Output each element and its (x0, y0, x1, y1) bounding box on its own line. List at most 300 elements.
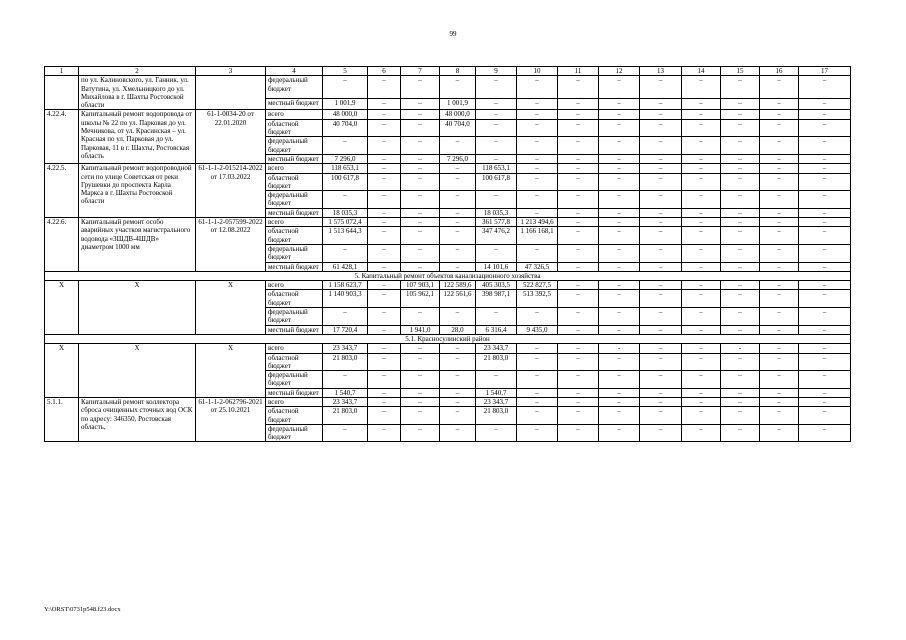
amount-cell: – (599, 290, 640, 308)
amount-cell: – (760, 325, 799, 334)
amount-cell: 18 035,3 (323, 208, 368, 217)
object-name: Капитальный ремонт водопроводной сети по улице Советская от реки Грушевки до проспекта Карла Маркса в г. Шахты Ростовской области (79, 164, 196, 218)
amount-cell: – (599, 137, 640, 155)
amount-cell: 100 617,8 (476, 173, 517, 191)
amount-cell: – (368, 371, 401, 389)
amount-cell: – (440, 244, 476, 262)
amount-cell: – (599, 281, 640, 290)
expertise-document: 61-1-1-2-062796-2021 от 25.10.2021 (196, 397, 266, 441)
amount-cell: – (440, 397, 476, 406)
amount-cell: – (799, 227, 851, 245)
x-mark: Х (79, 344, 196, 398)
amount-cell: – (440, 424, 476, 442)
amount-cell: 1 575 072,4 (323, 218, 368, 227)
column-number: 10 (517, 67, 558, 76)
amount-cell: – (682, 290, 721, 308)
amount-cell: – (368, 262, 401, 271)
amount-cell: – (558, 98, 599, 110)
amount-cell: – (440, 262, 476, 271)
amount-cell: – (323, 76, 368, 98)
amount-cell: – (401, 119, 440, 137)
amount-cell: – (476, 424, 517, 442)
amount-cell: 21 803,0 (476, 353, 517, 371)
amount-cell: – (517, 98, 558, 110)
amount-cell: 48 000,0 (323, 110, 368, 119)
amount-cell: – (401, 110, 440, 119)
amount-cell: – (682, 371, 721, 389)
amount-cell: – (440, 407, 476, 425)
amount-cell: 118 653,1 (323, 164, 368, 173)
amount-cell: 40 704,0 (323, 119, 368, 137)
amount-cell: – (517, 154, 558, 163)
amount-cell: – (799, 137, 851, 155)
amount-cell: – (721, 191, 760, 209)
amount-cell: – (799, 164, 851, 173)
amount-cell: – (440, 388, 476, 397)
funding-source: федеральный бюджет (266, 244, 323, 262)
section-title-5-1: 5.1. Красносулинский район (45, 334, 851, 343)
amount-cell: 48 000,0 (440, 110, 476, 119)
column-number: 8 (440, 67, 476, 76)
amount-cell: – (517, 191, 558, 209)
amount-cell: – (558, 353, 599, 371)
amount-cell: – (799, 244, 851, 262)
amount-cell: – (721, 388, 760, 397)
column-number: 12 (599, 67, 640, 76)
amount-cell: – (721, 227, 760, 245)
amount-cell: – (476, 308, 517, 326)
amount-cell: 122 589,6 (440, 281, 476, 290)
amount-cell: – (517, 308, 558, 326)
amount-cell: – (558, 388, 599, 397)
amount-cell: – (476, 244, 517, 262)
amount-cell: – (640, 119, 682, 137)
amount-cell: – (640, 281, 682, 290)
amount-cell: – (721, 281, 760, 290)
amount-cell: – (517, 371, 558, 389)
amount-cell: – (558, 164, 599, 173)
amount-cell: – (640, 262, 682, 271)
column-number: 9 (476, 67, 517, 76)
amount-cell: – (599, 325, 640, 334)
amount-cell: 7 296,0 (323, 154, 368, 163)
amount-cell: – (401, 76, 440, 98)
amount-cell: – (401, 164, 440, 173)
amount-cell: 118 653,1 (476, 164, 517, 173)
amount-cell: – (760, 388, 799, 397)
object-name: Капитальный ремонт водопровода от школы № 22 по ул. Парковая до ул. Мечникова, от ул. Красинская – ул. Красная по ул. Парковая до ул. Парковая, 11 в г. Шахты, Ростовская область (79, 110, 196, 164)
funding-source: федеральный бюджет (266, 191, 323, 209)
amount-cell: – (558, 407, 599, 425)
amount-cell: – (760, 371, 799, 389)
amount-cell: – (682, 76, 721, 98)
column-number: 3 (196, 67, 266, 76)
amount-cell: – (682, 137, 721, 155)
amount-cell: – (599, 308, 640, 326)
table-row (45, 344, 851, 353)
amount-cell: – (323, 191, 368, 209)
amount-cell: – (721, 110, 760, 119)
amount-cell: – (440, 344, 476, 353)
table-row (45, 110, 851, 119)
amount-cell: 347 476,2 (476, 227, 517, 245)
amount-cell: – (517, 397, 558, 406)
amount-cell: – (476, 191, 517, 209)
object-name: Капитальный ремонт особо аварийных участков магистрального водовода «ЗШДВ-4ШДВ» диаметром 1000 мм (79, 218, 196, 272)
amount-cell: – (760, 290, 799, 308)
amount-cell: – (640, 137, 682, 155)
amount-cell: – (640, 424, 682, 442)
amount-cell: 47 326,5 (517, 262, 558, 271)
amount-cell: – (368, 98, 401, 110)
amount-cell: 18 035,3 (476, 208, 517, 217)
section-title-5: 5. Капитальный ремонт объектов канализационного хозяйства (45, 271, 851, 280)
amount-cell: – (760, 208, 799, 217)
x-mark: Х (45, 344, 79, 398)
amount-cell: – (760, 119, 799, 137)
amount-cell: – (401, 227, 440, 245)
funding-source: всего (266, 397, 323, 406)
amount-cell: – (401, 344, 440, 353)
amount-cell: – (640, 371, 682, 389)
amount-cell: – (682, 227, 721, 245)
object-name: по ул. Калиновского, ул. Ганник, ул. Ватутина, ул. Хмельницкого до ул. Михайлова в г. Шахты Ростовской области (79, 76, 196, 110)
column-number: 1 (45, 67, 79, 76)
header-row (45, 67, 851, 76)
amount-cell: – (640, 191, 682, 209)
funding-source: федеральный бюджет (266, 76, 323, 98)
amount-cell: – (558, 290, 599, 308)
amount-cell: – (721, 371, 760, 389)
amount-cell: – (368, 244, 401, 262)
amount-cell: – (368, 218, 401, 227)
funding-source: местный бюджет (266, 325, 323, 334)
amount-cell: – (440, 218, 476, 227)
amount-cell: – (682, 353, 721, 371)
item-number: 4.22.6. (45, 218, 79, 272)
amount-cell: – (558, 262, 599, 271)
amount-cell: – (682, 119, 721, 137)
amount-cell: – (599, 262, 640, 271)
amount-cell: – (476, 76, 517, 98)
amount-cell: – (721, 325, 760, 334)
amount-cell: – (323, 137, 368, 155)
amount-cell: 107 903,1 (401, 281, 440, 290)
amount-cell: 1 001,9 (440, 98, 476, 110)
amount-cell: – (721, 262, 760, 271)
amount-cell: – (440, 164, 476, 173)
amount-cell: – (760, 173, 799, 191)
amount-cell: – (323, 371, 368, 389)
amount-cell: – (640, 388, 682, 397)
amount-cell: – (760, 191, 799, 209)
amount-cell: – (640, 76, 682, 98)
amount-cell: 1 513 644,3 (323, 227, 368, 245)
amount-cell: – (640, 344, 682, 353)
amount-cell: – (760, 154, 799, 163)
funding-source: местный бюджет (266, 208, 323, 217)
amount-cell: 28,0 (440, 325, 476, 334)
amount-cell: – (401, 137, 440, 155)
amount-cell: – (401, 371, 440, 389)
amount-cell: – (558, 137, 599, 155)
amount-cell: – (401, 244, 440, 262)
object-name: Капитальный ремонт коллектора сброса очищенных сточных вод ОСК по адресу: 346350, Ростовская область, (79, 397, 196, 441)
amount-cell: 122 561,6 (440, 290, 476, 308)
amount-cell: – (682, 173, 721, 191)
amount-cell: – (476, 371, 517, 389)
amount-cell: – (721, 173, 760, 191)
amount-cell: 1 140 903,3 (323, 290, 368, 308)
amount-cell: – (558, 119, 599, 137)
amount-cell: 7 296,0 (440, 154, 476, 163)
amount-cell: – (640, 98, 682, 110)
amount-cell: – (368, 281, 401, 290)
amount-cell: – (440, 191, 476, 209)
amount-cell: 361 577,8 (476, 218, 517, 227)
funding-source: всего (266, 218, 323, 227)
amount-cell: – (440, 76, 476, 98)
amount-cell: – (599, 227, 640, 245)
amount-cell: – (682, 218, 721, 227)
amount-cell: – (799, 290, 851, 308)
amount-cell: – (368, 353, 401, 371)
amount-cell: – (721, 154, 760, 163)
amount-cell: – (799, 208, 851, 217)
amount-cell: – (401, 353, 440, 371)
column-number: 13 (640, 67, 682, 76)
amount-cell: – (760, 110, 799, 119)
amount-cell: – (517, 208, 558, 217)
amount-cell: 100 617,8 (323, 173, 368, 191)
amount-cell: – (558, 281, 599, 290)
amount-cell: 61 428,1 (323, 262, 368, 271)
amount-cell: – (799, 344, 851, 353)
funding-source: федеральный бюджет (266, 371, 323, 389)
amount-cell: – (682, 281, 721, 290)
amount-cell: – (682, 397, 721, 406)
amount-cell: – (401, 308, 440, 326)
amount-cell: – (799, 98, 851, 110)
amount-cell: – (517, 137, 558, 155)
amount-cell: 513 392,5 (517, 290, 558, 308)
amount-cell: – (640, 110, 682, 119)
amount-cell: – (558, 325, 599, 334)
amount-cell: 1 158 623,7 (323, 281, 368, 290)
funding-source: федеральный бюджет (266, 308, 323, 326)
amount-cell: – (599, 98, 640, 110)
expertise-document (196, 76, 266, 110)
table-row (45, 218, 851, 227)
item-number: 4.22.5. (45, 164, 79, 218)
amount-cell: – (401, 154, 440, 163)
amount-cell: – (682, 154, 721, 163)
amount-cell: – (799, 353, 851, 371)
amount-cell: - (599, 344, 640, 353)
section-row (45, 271, 851, 280)
x-mark: Х (196, 281, 266, 335)
amount-cell: – (558, 218, 599, 227)
amount-cell: – (558, 371, 599, 389)
amount-cell: – (721, 164, 760, 173)
amount-cell: – (721, 308, 760, 326)
amount-cell: – (799, 281, 851, 290)
expertise-document: 61-1-1-2-015214-2022 от 17.03.2022 (196, 164, 266, 218)
funding-source: всего (266, 281, 323, 290)
column-number: 6 (368, 67, 401, 76)
item-number: 4.22.4. (45, 110, 79, 164)
amount-cell: – (721, 208, 760, 217)
amount-cell: 23 343,7 (476, 397, 517, 406)
amount-cell: – (682, 262, 721, 271)
amount-cell: – (368, 154, 401, 163)
column-number: 11 (558, 67, 599, 76)
amount-cell: – (368, 397, 401, 406)
amount-cell: – (558, 110, 599, 119)
table-row (45, 397, 851, 406)
amount-cell: – (799, 191, 851, 209)
amount-cell: – (721, 407, 760, 425)
amount-cell: – (760, 344, 799, 353)
column-number: 14 (682, 67, 721, 76)
amount-cell: – (440, 208, 476, 217)
amount-cell: – (760, 407, 799, 425)
amount-cell: – (760, 244, 799, 262)
amount-cell: – (558, 154, 599, 163)
table-row (45, 281, 851, 290)
amount-cell: – (760, 397, 799, 406)
amount-cell: – (517, 164, 558, 173)
amount-cell: 522 827,5 (517, 281, 558, 290)
amount-cell: – (323, 424, 368, 442)
amount-cell: 1 001,9 (323, 98, 368, 110)
amount-cell: – (599, 119, 640, 137)
amount-cell: – (640, 154, 682, 163)
amount-cell: – (799, 76, 851, 98)
amount-cell: – (640, 208, 682, 217)
amount-cell: – (517, 76, 558, 98)
funding-source: областной бюджет (266, 119, 323, 137)
amount-cell: – (799, 325, 851, 334)
amount-cell: 9 435,0 (517, 325, 558, 334)
amount-cell: – (558, 208, 599, 217)
amount-cell: – (682, 244, 721, 262)
page-number: 99 (449, 30, 457, 38)
amount-cell: – (476, 137, 517, 155)
amount-cell: – (760, 424, 799, 442)
amount-cell: – (682, 344, 721, 353)
amount-cell: – (401, 191, 440, 209)
amount-cell: – (682, 325, 721, 334)
amount-cell: – (682, 208, 721, 217)
budget-table (44, 66, 851, 442)
expertise-document: 61-1-0034-20 от 22.01.2020 (196, 110, 266, 164)
amount-cell: – (599, 397, 640, 406)
amount-cell: – (558, 424, 599, 442)
amount-cell: – (682, 191, 721, 209)
section-row (45, 334, 851, 343)
amount-cell: – (599, 110, 640, 119)
amount-cell: – (799, 262, 851, 271)
amount-cell: – (558, 191, 599, 209)
amount-cell: – (799, 218, 851, 227)
amount-cell: – (599, 353, 640, 371)
amount-cell: – (599, 164, 640, 173)
amount-cell: – (799, 424, 851, 442)
amount-cell: – (368, 424, 401, 442)
amount-cell: – (760, 262, 799, 271)
amount-cell: 23 343,7 (476, 344, 517, 353)
amount-cell: – (799, 388, 851, 397)
amount-cell: – (599, 218, 640, 227)
amount-cell: – (640, 244, 682, 262)
amount-cell: – (721, 137, 760, 155)
amount-cell: 17 720,4 (323, 325, 368, 334)
amount-cell: – (517, 119, 558, 137)
amount-cell: – (476, 98, 517, 110)
amount-cell: – (368, 119, 401, 137)
amount-cell: – (517, 388, 558, 397)
amount-cell: 23 343,7 (323, 344, 368, 353)
column-number: 5 (323, 67, 368, 76)
amount-cell: – (721, 119, 760, 137)
amount-cell: 1 166 168,1 (517, 227, 558, 245)
amount-cell: – (599, 407, 640, 425)
amount-cell: 14 101,6 (476, 262, 517, 271)
amount-cell: – (682, 110, 721, 119)
amount-cell: – (760, 76, 799, 98)
amount-cell: – (476, 110, 517, 119)
amount-cell: 21 803,0 (323, 353, 368, 371)
amount-cell: – (558, 227, 599, 245)
amount-cell: – (599, 173, 640, 191)
amount-cell: – (760, 353, 799, 371)
amount-cell: – (440, 137, 476, 155)
amount-cell: – (721, 244, 760, 262)
amount-cell: 1 540,7 (476, 388, 517, 397)
amount-cell: – (558, 76, 599, 98)
amount-cell: – (440, 371, 476, 389)
amount-cell: – (682, 164, 721, 173)
funding-source: областной бюджет (266, 407, 323, 425)
amount-cell: – (599, 208, 640, 217)
x-mark: Х (45, 281, 79, 335)
amount-cell: – (368, 388, 401, 397)
amount-cell: – (721, 353, 760, 371)
amount-cell: – (799, 308, 851, 326)
amount-cell: – (682, 407, 721, 425)
amount-cell: – (368, 110, 401, 119)
amount-cell: – (640, 397, 682, 406)
amount-cell: – (640, 407, 682, 425)
funding-source: федеральный бюджет (266, 424, 323, 442)
amount-cell: – (368, 173, 401, 191)
amount-cell: – (440, 353, 476, 371)
amount-cell: – (682, 388, 721, 397)
amount-cell: – (721, 218, 760, 227)
amount-cell: – (558, 308, 599, 326)
amount-cell: – (440, 308, 476, 326)
amount-cell: – (440, 227, 476, 245)
funding-source: местный бюджет (266, 98, 323, 110)
amount-cell: – (401, 98, 440, 110)
x-mark: Х (79, 281, 196, 335)
funding-source: областной бюджет (266, 227, 323, 245)
x-mark: Х (196, 344, 266, 398)
amount-cell: – (401, 407, 440, 425)
amount-cell: – (323, 244, 368, 262)
amount-cell: – (401, 397, 440, 406)
